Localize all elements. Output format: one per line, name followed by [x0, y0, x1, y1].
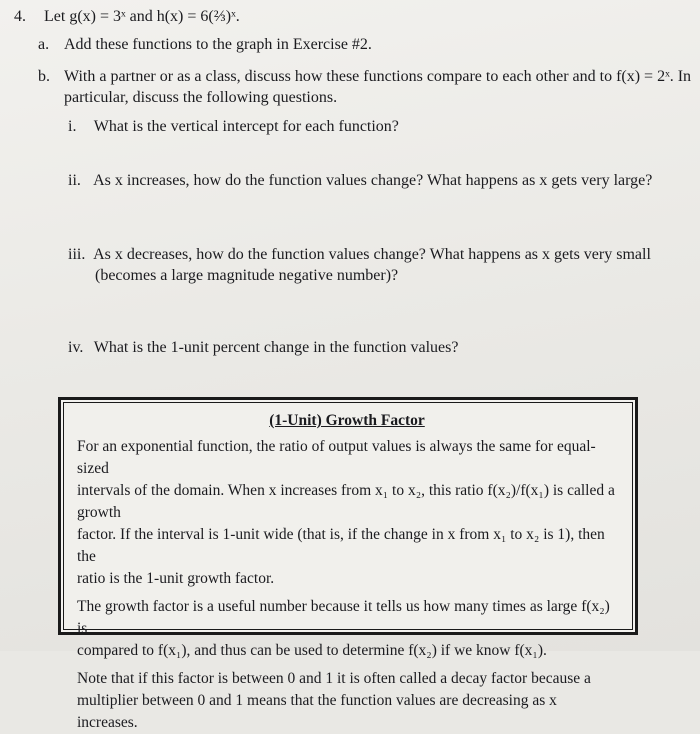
question-i-label: i.	[68, 118, 77, 135]
question-iii-line-2: (becomes a large magnitude negative number)?	[95, 267, 399, 284]
question-iv-label: iv.	[68, 339, 84, 356]
definition-title: (1-Unit) Growth Factor	[269, 412, 425, 429]
question-iii-line-1: As x decreases, how do the function values change? What happens as x gets very small	[93, 246, 651, 263]
problem-number: 4.	[14, 8, 26, 25]
definition-p1-line-1: For an exponential function, the ratio of output values is always the same for equal-sized	[77, 438, 596, 477]
definition-p1-line-3: factor. If the interval is 1-unit wide (that is, if the change in x from x₁ to x₂ is 1), then the	[77, 526, 605, 565]
part-b-label: b.	[38, 68, 50, 85]
definition-paragraph-3	[77, 668, 617, 734]
part-b	[38, 66, 691, 108]
problem-4-stem	[14, 8, 240, 26]
part-b-line-1: With a partner or as a class, discuss how these functions compare to each other and to f(x) = 2ˣ. In	[64, 68, 692, 85]
definition-paragraph-1	[77, 436, 617, 590]
question-iv	[68, 337, 458, 358]
part-b-line-2: particular, discuss the following questions.	[64, 89, 338, 106]
definition-p2-line-2: compared to f(x₁), and thus can be used to determine f(x₂) if we know f(x₁).	[77, 642, 547, 659]
question-i-text: What is the vertical intercept for each function?	[93, 118, 399, 135]
question-iv-text: What is the 1-unit percent change in the function values?	[93, 339, 459, 356]
problem-stem: Let g(x) = 3ˣ and h(x) = 6(⅔)ˣ.	[44, 8, 240, 25]
question-ii-text: As x increases, how do the function values change? What happens as x gets very large?	[93, 172, 653, 189]
definition-p1-line-4: ratio is the 1-unit growth factor.	[77, 570, 275, 587]
definition-p1-line-2: intervals of the domain. When x increases from x₁ to x₂, this ratio f(x₂)/f(x₁) is called a growth	[77, 482, 615, 521]
definition-paragraph-2	[77, 596, 617, 662]
definition-p3-line-1: Note that if this factor is between 0 and 1 it is often called a decay factor because a	[77, 670, 591, 687]
question-i	[68, 116, 399, 137]
growth-factor-definition-box	[58, 397, 638, 731]
part-a	[38, 36, 372, 54]
part-a-label: a.	[38, 36, 50, 53]
part-a-text: Add these functions to the graph in Exercise #2.	[64, 36, 372, 53]
question-iii	[68, 244, 651, 286]
definition-p2-line-1: The growth factor is a useful number because it tells us how many times as large f(x₂) is	[77, 598, 610, 637]
question-ii	[68, 170, 652, 191]
question-ii-label: ii.	[68, 172, 81, 189]
question-iii-label: iii.	[68, 246, 86, 263]
definition-p3-line-2: multiplier between 0 and 1 means that the function values are decreasing as x increases.	[77, 692, 557, 731]
